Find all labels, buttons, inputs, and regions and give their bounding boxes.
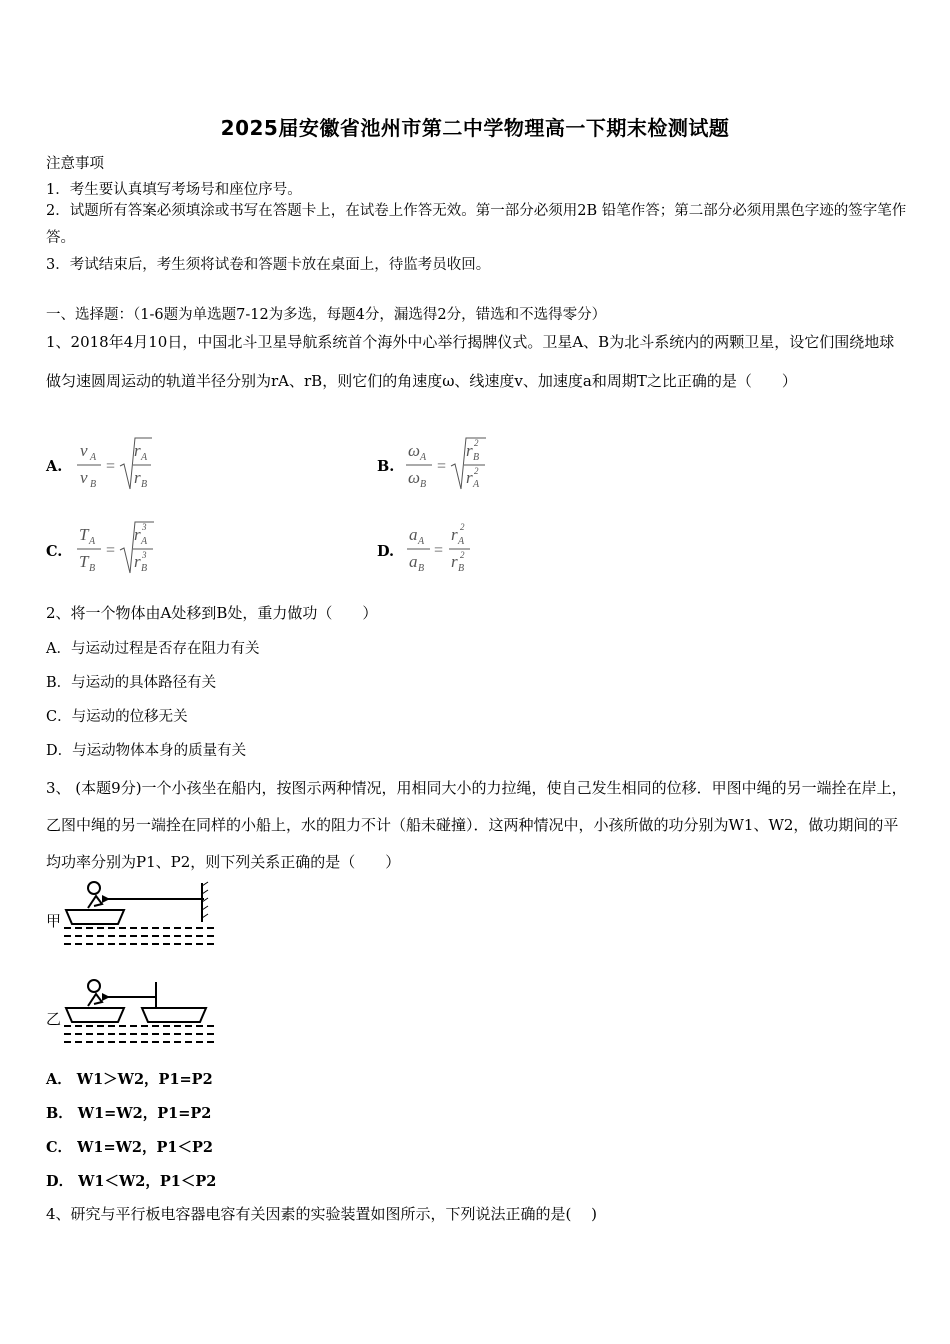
svg-text:3: 3 (142, 522, 147, 532)
svg-text:a: a (409, 552, 418, 571)
exam-title: 2025届安徽省池州市第二中学物理高一下期末检测试题 (220, 116, 730, 140)
q1-option-d-formula (404, 518, 514, 584)
q3-stem: 3、 (本题9分)一个小孩坐在船内，按图示两种情况，用相同大小的力拉绳，使自己发生相同的位移．甲图中绳的另一端拴在岸上，乙图中绳的另一端拴在同样的小船上，水的阻力不计（船未碰撞）．这两种情况中，小孩所做的功分别为W1、W2，做功期间的平均功率分别为P1、P2，则下列关系正确的是（ ） (46, 779, 907, 871)
svg-text:A: A (458, 536, 465, 547)
svg-text:B: B (90, 479, 97, 490)
svg-text:v: v (80, 468, 88, 487)
svg-text:=: = (106, 542, 116, 559)
svg-text:r: r (134, 468, 141, 487)
svg-text:B: B (141, 563, 148, 574)
q1-c-label: C. (46, 543, 63, 560)
formula-a (74, 434, 184, 496)
q2-option-a: A．与运动过程是否存在阻力有关 (46, 641, 260, 657)
svg-text:A: A (420, 452, 427, 463)
svg-text:r: r (134, 552, 141, 571)
svg-text:=: = (106, 458, 116, 475)
svg-text:2: 2 (474, 466, 479, 476)
q1-a-label: A. (46, 458, 63, 475)
svg-text:B: B (89, 563, 96, 574)
q2-option-d: D．与运动物体本身的质量有关 (46, 743, 247, 759)
q1-option-b-label (377, 458, 394, 475)
notice-item-2: 2．试题所有答案必须填涂或书写在答题卡上，在试卷上作答无效。第一部分必须用2B 铅笔作答；第二部分必须用黑色字迹的签字笔作答。 (46, 203, 907, 246)
boat-diagram (44, 878, 224, 1050)
svg-text:v: v (80, 441, 88, 460)
svg-text:=: = (434, 542, 444, 559)
svg-text:r: r (466, 441, 473, 460)
formula-d (404, 518, 514, 580)
svg-text:a: a (409, 525, 418, 544)
q3-option-d: D． W1＜W2，P1＜P2 (46, 1173, 217, 1190)
q2-stem: 2、将一个物体由A处移到B处，重力做功（ ） (46, 604, 378, 622)
svg-text:ω: ω (408, 468, 421, 487)
svg-text:A: A (90, 452, 97, 463)
label-jia: 甲 (46, 914, 62, 930)
svg-text:r: r (466, 468, 473, 487)
svg-text:A: A (89, 536, 96, 547)
q3-option-c: C． W1=W2，P1＜P2 (46, 1139, 213, 1156)
section-heading: 一、选择题：（1-6题为单选题7-12为多选，每题4分，漏选得2分，错选和不选得零分） (46, 307, 607, 323)
svg-text:A: A (141, 452, 148, 463)
q3-option-a: A． W1＞W2，P1=P2 (46, 1071, 213, 1088)
svg-text:B: B (418, 563, 425, 574)
formula-c (74, 518, 184, 580)
q1-d-label: D. (377, 543, 395, 560)
svg-text:A: A (418, 536, 425, 547)
svg-text:T: T (79, 525, 89, 544)
svg-text:r: r (134, 441, 141, 460)
svg-text:r: r (134, 525, 141, 544)
q1-stem: 1、2018年4月10日，中国北斗卫星导航系统首个海外中心举行揭牌仪式。卫星A、B为北斗系统内的两颗卫星，设它们围绕地球做匀速圆周运动的轨道半径分别为rA、rB，则它们的角速度ω、线速度v、加速度a和周期T之比正确的是（ ） (46, 333, 895, 390)
svg-text:B: B (141, 479, 148, 490)
svg-text:3: 3 (142, 550, 147, 560)
q1-option-c-formula (74, 518, 184, 584)
q1-option-b-formula (404, 434, 524, 500)
q1-b-label: B. (377, 458, 395, 475)
notice-item-3: 3．考试结束后，考生须将试卷和答题卡放在桌面上，待监考员收回。 (46, 257, 491, 273)
svg-text:B: B (420, 479, 427, 490)
q3-figure (44, 878, 224, 1054)
svg-text:B: B (473, 452, 480, 463)
svg-text:2: 2 (474, 438, 479, 448)
q3-option-b: B． W1=W2，P1=P2 (46, 1105, 212, 1122)
svg-text:=: = (437, 458, 447, 475)
q2-option-b: B．与运动的具体路径有关 (46, 675, 217, 691)
svg-text:ω: ω (408, 441, 421, 460)
q1-option-a-formula (74, 434, 184, 500)
formula-b (404, 434, 524, 496)
q4-stem: 4、研究与平行板电容器电容有关因素的实验装置如图所示，下列说法正确的是( ) (46, 1205, 598, 1223)
svg-text:A: A (141, 536, 148, 547)
svg-text:2: 2 (460, 550, 465, 560)
svg-text:B: B (458, 563, 465, 574)
q1-option-c-label (46, 543, 62, 560)
q1-option-d-label (377, 543, 394, 560)
svg-text:r: r (451, 552, 458, 571)
notice-item-1: 1．考生要认真填写考场号和座位序号。 (46, 182, 302, 198)
label-yi: 乙 (46, 1012, 62, 1028)
svg-text:2: 2 (460, 522, 465, 532)
svg-text:A: A (473, 479, 480, 490)
q1-option-a-label (46, 458, 62, 475)
q2-option-c: C．与运动的位移无关 (46, 709, 188, 725)
svg-text:T: T (79, 552, 89, 571)
notice-heading: 注意事项 (46, 156, 104, 172)
svg-text:r: r (451, 525, 458, 544)
